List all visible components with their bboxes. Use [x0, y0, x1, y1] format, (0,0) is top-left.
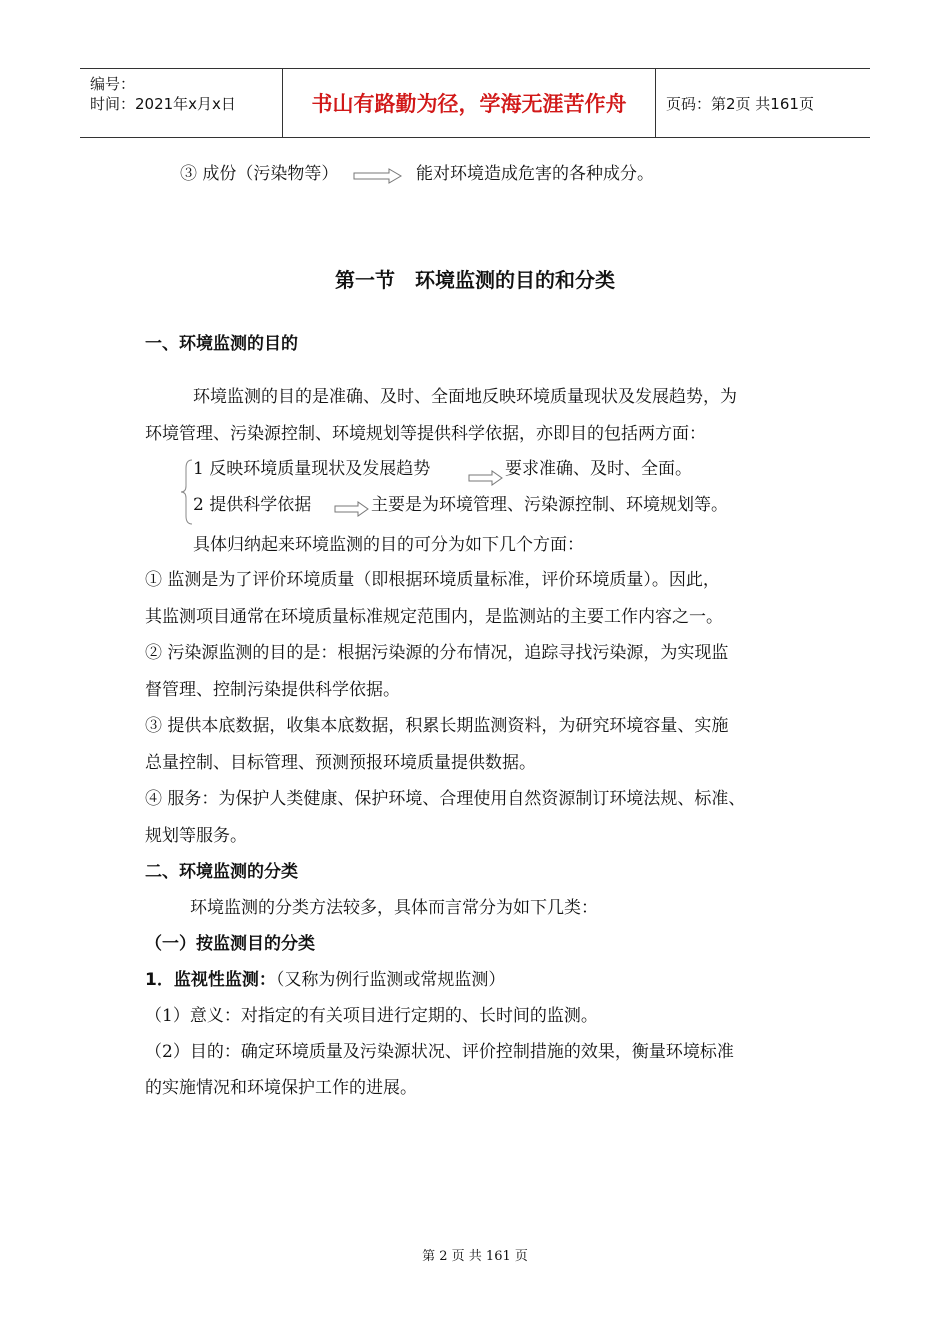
header-motto: 书山有路勤为径，学海无涯苦作舟 [282, 69, 656, 137]
arrow-icon [353, 168, 403, 184]
page-footer: 第 2 页 共 161 页 [422, 1249, 528, 1264]
part1-summary: 具体归纳起来环境监测的目的可分为如下几个方面： [193, 535, 584, 555]
part1-item-line: ② 污染源监测的目的是：根据污染源的分布情况，追踪寻找污染源，为实现监 [145, 643, 729, 663]
intro-left: ③ 成份（污染物等） [180, 164, 339, 184]
brace-item1-left: 1 反映环境质量现状及发展趋势 [193, 459, 431, 479]
part1-p1-line1: 环境监测的目的是准确、及时、全面地反映环境质量现状及发展趋势，为 [193, 387, 737, 407]
part1-p1-line2: 环境管理、污染源控制、环境规划等提供科学依据，亦即目的包括两方面： [145, 424, 706, 444]
intro-right: 能对环境造成危害的各种成分。 [416, 164, 654, 184]
part2-heading: 二、环境监测的分类 [145, 862, 298, 882]
part1-item-line: 其监测项目通常在环境质量标准规定范围内，是监测站的主要工作内容之一。 [145, 607, 723, 627]
brace-icon [180, 458, 194, 526]
header-meta [80, 69, 282, 137]
part1-item-line: ④ 服务：为保护人类健康、保护环境、合理使用自然资源制订环境法规、标准、 [145, 789, 746, 809]
brace-item2-right: 主要是为环境管理、污染源控制、环境规划等。 [371, 495, 728, 515]
part2-intro: 环境监测的分类方法较多，具体而言常分为如下几类： [190, 898, 598, 918]
arrow-icon [334, 501, 370, 517]
page-header [80, 68, 870, 138]
part1-item-line: 规划等服务。 [145, 826, 247, 846]
item1-title: 1．监视性监测： [145, 970, 276, 990]
part2-subheading: （一）按监测目的分类 [145, 934, 315, 954]
section-title: 第一节 环境监测的目的和分类 [335, 268, 615, 292]
item1-note: （又称为例行监测或常规监测） [275, 970, 506, 990]
part1-heading: 一、环境监测的目的 [145, 334, 298, 354]
brace-item2-left: 2 提供科学依据 [193, 495, 312, 515]
part2-meaning: （1）意义：对指定的有关项目进行定期的、长时间的监测。 [145, 1006, 598, 1026]
time-label: 时间：2021年x月x日 [90, 95, 236, 113]
part2-purpose-line1: （2）目的：确定环境质量及污染源状况、评价控制措施的效果，衡量环境标准 [145, 1042, 734, 1062]
code-label: 编号： [90, 75, 136, 93]
arrow-icon [468, 470, 504, 486]
part1-item-line: 总量控制、目标管理、预测预报环境质量提供数据。 [145, 753, 536, 773]
part1-item-line: 督管理、控制污染提供科学依据。 [145, 680, 400, 700]
part1-item-line: ① 监测是为了评价环境质量（即根据环境质量标准，评价环境质量）。因此， [145, 570, 720, 590]
brace-item1-right: 要求准确、及时、全面。 [505, 459, 692, 479]
part2-item1 [145, 968, 505, 992]
part2-purpose-line2: 的实施情况和环境保护工作的进展。 [145, 1078, 417, 1098]
part1-item-line: ③ 提供本底数据，收集本底数据，积累长期监测资料，为研究环境容量、实施 [145, 716, 729, 736]
header-page-info: 页码：第2页 共161页 [666, 94, 814, 113]
